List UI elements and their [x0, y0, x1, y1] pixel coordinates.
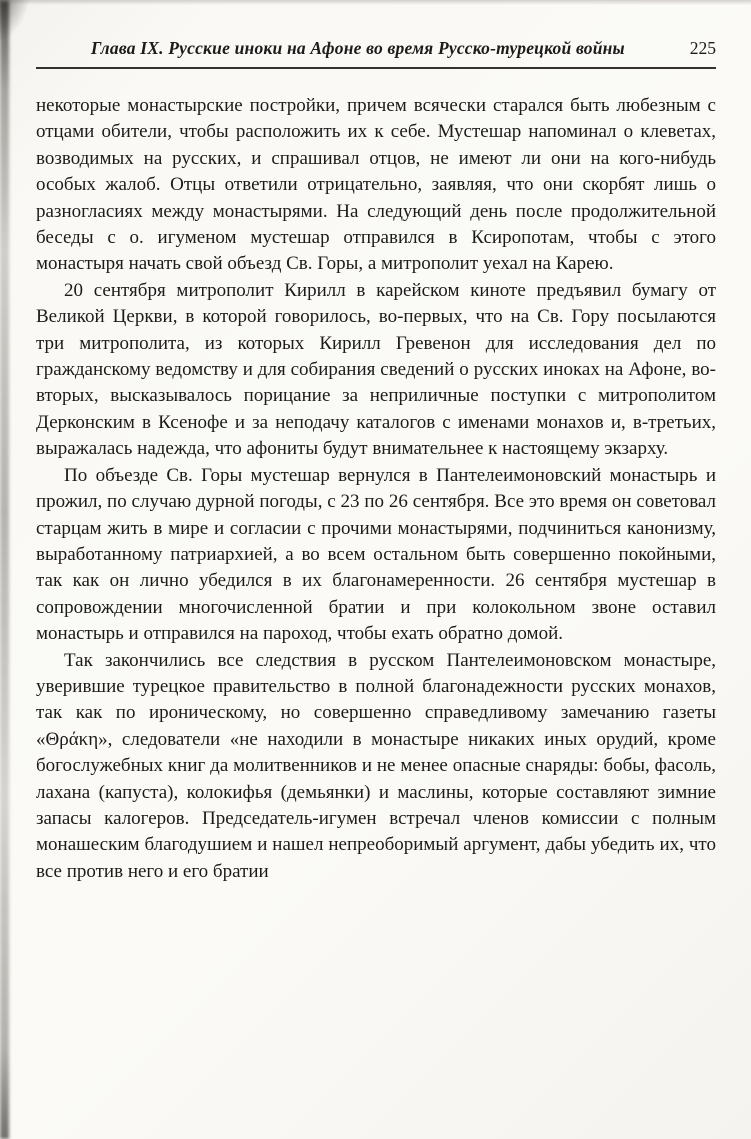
- running-header: [36, 38, 716, 69]
- body-paragraph: По объезде Св. Горы мустешар вернулся в Пантелеимоновский монастырь и прожил, по случаю дурной погоды, с 23 по 26 сентября. Все это время он советовал старцам жить в мире и согласии с прочими монастырями, подчиниться канонизму, выработанному патриархией, а во всем остальном быть совершенно покойными, так как он лично убедился в их благонамеренности. 26 сентября мустешар в сопровождении многочисленной братии и при колокольном звоне оставил монастырь и отправился на пароход, чтобы ехать обратно домой.: [36, 464, 716, 645]
- page-number: 225: [689, 38, 716, 58]
- page-content: [36, 38, 716, 885]
- body-paragraph: 20 сентября митрополит Кирилл в карейском киноте предъявил бумагу от Великой Церкви, в которой говорилось, во-первых, что на Св. Гору посылаются три митрополита, из которых Кирилл Гревенон для исследования дел по гражданскому ведомству и для собирания сведений о русских иноках на Афоне, во-вторых, высказывалось порицание за неприличные поступки с митрополитом Дерконским в Ксенофе и за неподачу каталогов с именами монахов и, в-третьих, выражалась надежда, что афониты будут внимательнее к настоящему экзарху.: [36, 279, 716, 460]
- scan-top-shadow: [0, 0, 751, 5]
- body-paragraph: Так закончились все следствия в русском Пантелеимоновском монастыре, уверившие турецкое правительство в полной благонадежности русских монахов, так как по ироническому, но совершенно справедливому замечанию газеты «Θράκη», следователи «не находили в монастыре никаких иных орудий, кроме богослужебных книг да молитвенников и не менее опасные снаряды: бобы, фасоль, лахана (капуста), колокифья (демьянки) и маслины, которые составляют зимние запасы калогеров. Председатель-игумен встречал членов комиссии с полным монашеским благодушием и нашел непреоборимый аргумент, дабы убедить их, что все против него и его братии: [36, 649, 716, 882]
- scan-edge-shadow: [0, 0, 9, 1139]
- scan-corner-shadow: [0, 0, 32, 46]
- body-paragraph: некоторые монастырские постройки, причем всячески старался быть любезным с отцами обители, чтобы расположить их к себе. Мустешар напоминал о клеветах, возводимых на русских, и спрашивал отцов, не имеют ли они на кого-нибудь особых жалоб. Отцы ответили отрицательно, заявляя, что они скорбят лишь о разногласиях между монастырями. На следующий день после продолжительной беседы с о. игуменом мустешар отправился в Ксиропотам, чтобы с этого монастыря начать свой объезд Св. Горы, а митрополит уехал на Карею.: [36, 95, 716, 275]
- chapter-title: Глава IX. Русские иноки на Афоне во время Русско-турецкой войны: [90, 38, 625, 58]
- body-text: [36, 93, 716, 885]
